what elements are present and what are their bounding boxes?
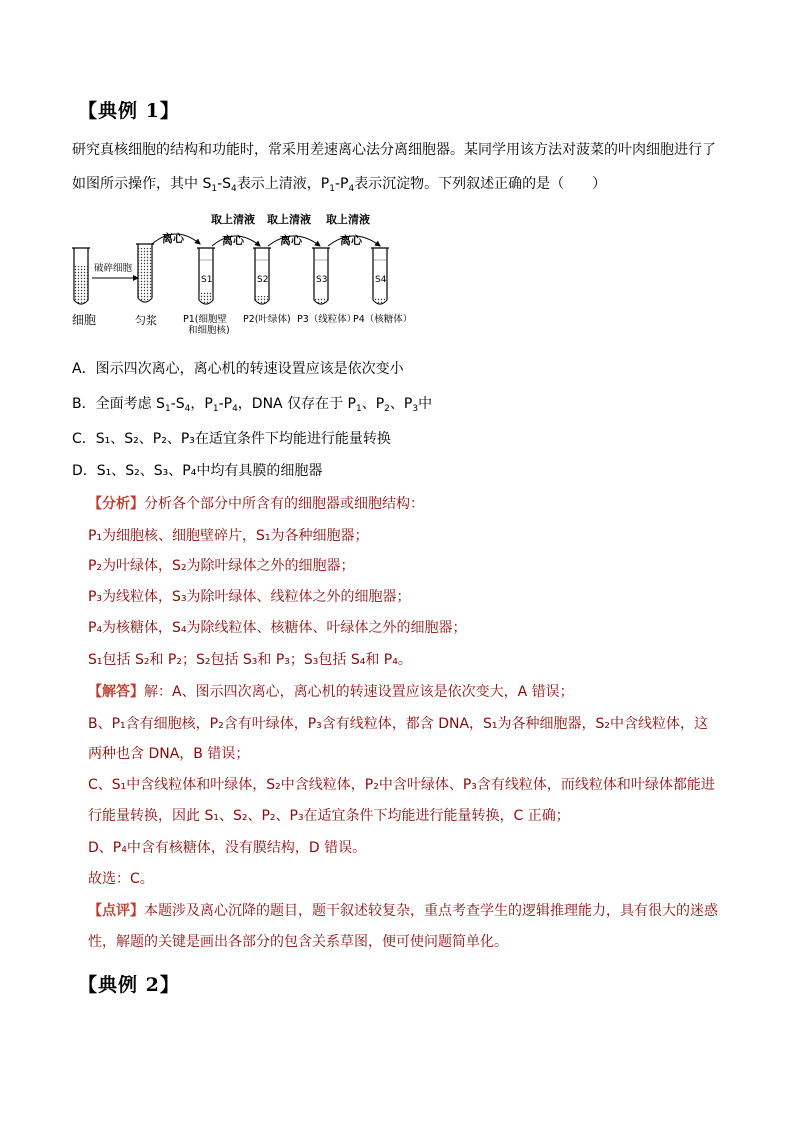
centrifuge-label-3: 离心	[280, 234, 302, 247]
example-2-heading: 【典例 2】	[78, 974, 180, 996]
tube-p3-label: P3（线粒体）	[297, 314, 357, 325]
analysis-line-4: P₄为核糖体，S₄为除线粒体、核糖体、叶绿体之外的细胞器；	[88, 620, 467, 636]
supernatant-label-1: 取上清液	[211, 213, 255, 226]
tube-p1-label: P1(细胞壁	[183, 314, 227, 325]
cell-label: 细胞	[72, 313, 97, 327]
cell-tube	[72, 248, 90, 304]
solution-d: D、P₄中含有核糖体，没有膜结构，D 错误。	[88, 840, 367, 856]
solution-b-line-1: B、P₁含有细胞核，P₂含有叶绿体，P₃含有线粒体，都含 DNA，S₁为各种细胞器，S₂中含线粒体，这	[88, 716, 709, 732]
solution-a: 【解答】解：A、图示四次离心，离心机的转速设置应该是依次变大，A 错误；	[88, 684, 574, 700]
tube-p1-label-2: 和细胞核)	[188, 325, 230, 336]
option-a: A．图示四次离心，离心机的转速设置应该是依次变小	[72, 361, 404, 377]
comment-line-2: 性，解题的关键是画出各部分的包含关系草图，便可使问题简单化。	[88, 934, 508, 950]
option-c: C．S₁、S₂、P₂、P₃在适宜条件下均能进行能量转换	[72, 431, 391, 447]
supernatant-label-3: 取上清液	[326, 213, 370, 226]
solution-c-line-2: 行能量转换，因此 S₁、S₂、P₂、P₃在适宜条件下均能进行能量转换，C 正确；	[88, 808, 570, 824]
tube-p4-label: P4（核糖体）	[353, 314, 413, 325]
analysis-line-2: P₂为叶绿体，S₂为除叶绿体之外的细胞器；	[88, 558, 355, 574]
analysis-intro: 【分析】分析各个部分中所含有的细胞器或细胞结构：	[88, 496, 424, 512]
question-line-1: 研究真核细胞的结构和功能时，常采用差速离心法分离细胞器。某同学用该方法对菠菜的叶肉细胞进行了	[72, 142, 716, 158]
tube-s3-label: S3	[316, 275, 328, 285]
tube-s4-label: S4	[375, 275, 387, 285]
solution-c-line-1: C、S₁中含线粒体和叶绿体，S₂中含线粒体，P₂中含叶绿体、P₃含有线粒体，而线粒体和叶绿体都能进	[88, 777, 715, 793]
question-line-2: 如图所示操作，其中 $S_1-S_4$表示上清液，$P_1-P_4$表示沉淀物。下列叙述正确的是（ ）	[72, 176, 607, 194]
solution-b-line-2: 两种也含 DNA，B 错误；	[88, 746, 250, 762]
analysis-line-3: P₃为线粒体，S₃为除叶绿体、线粒体之外的细胞器；	[88, 589, 411, 605]
homogenate-tube	[136, 244, 154, 302]
analysis-line-1: P₁为细胞核、细胞壁碎片，S₁为各种细胞器；	[88, 528, 369, 544]
option-b: B．全面考虑 $S_1-S_4$，$P_1-P_4$，DNA 仅存在于 $P_1$、$P_2$、$P_3$中	[72, 396, 433, 414]
tube-p2-label: P2(叶绿体)	[243, 314, 291, 325]
supernatant-label-2: 取上清液	[267, 213, 311, 226]
centrifuge-label-4: 离心	[340, 234, 362, 247]
example-1-heading: 【典例 1】	[78, 100, 180, 122]
tube-s1-label: S1	[201, 275, 213, 285]
solution-answer: 故选：C。	[88, 871, 154, 887]
analysis-line-5: S₁包括 S₂和 P₂；S₂包括 S₃和 P₃；S₃包括 S₄和 P₄。	[88, 652, 412, 668]
centrifugation-diagram	[68, 208, 428, 336]
tube-s2-label: S2	[257, 275, 269, 285]
centrifuge-label-1: 离心	[162, 232, 184, 245]
grind-label: 破碎细胞	[94, 263, 133, 274]
centrifuge-label-2: 离心	[222, 234, 244, 247]
homogenate-label: 匀浆	[135, 314, 157, 327]
option-d: D．S₁、S₂、S₃、P₄中均有具膜的细胞器	[72, 463, 323, 479]
comment-line-1: 【点评】本题涉及离心沉降的题目，题干叙述较复杂，重点考查学生的逻辑推理能力，具有很大的迷惑	[88, 903, 718, 919]
